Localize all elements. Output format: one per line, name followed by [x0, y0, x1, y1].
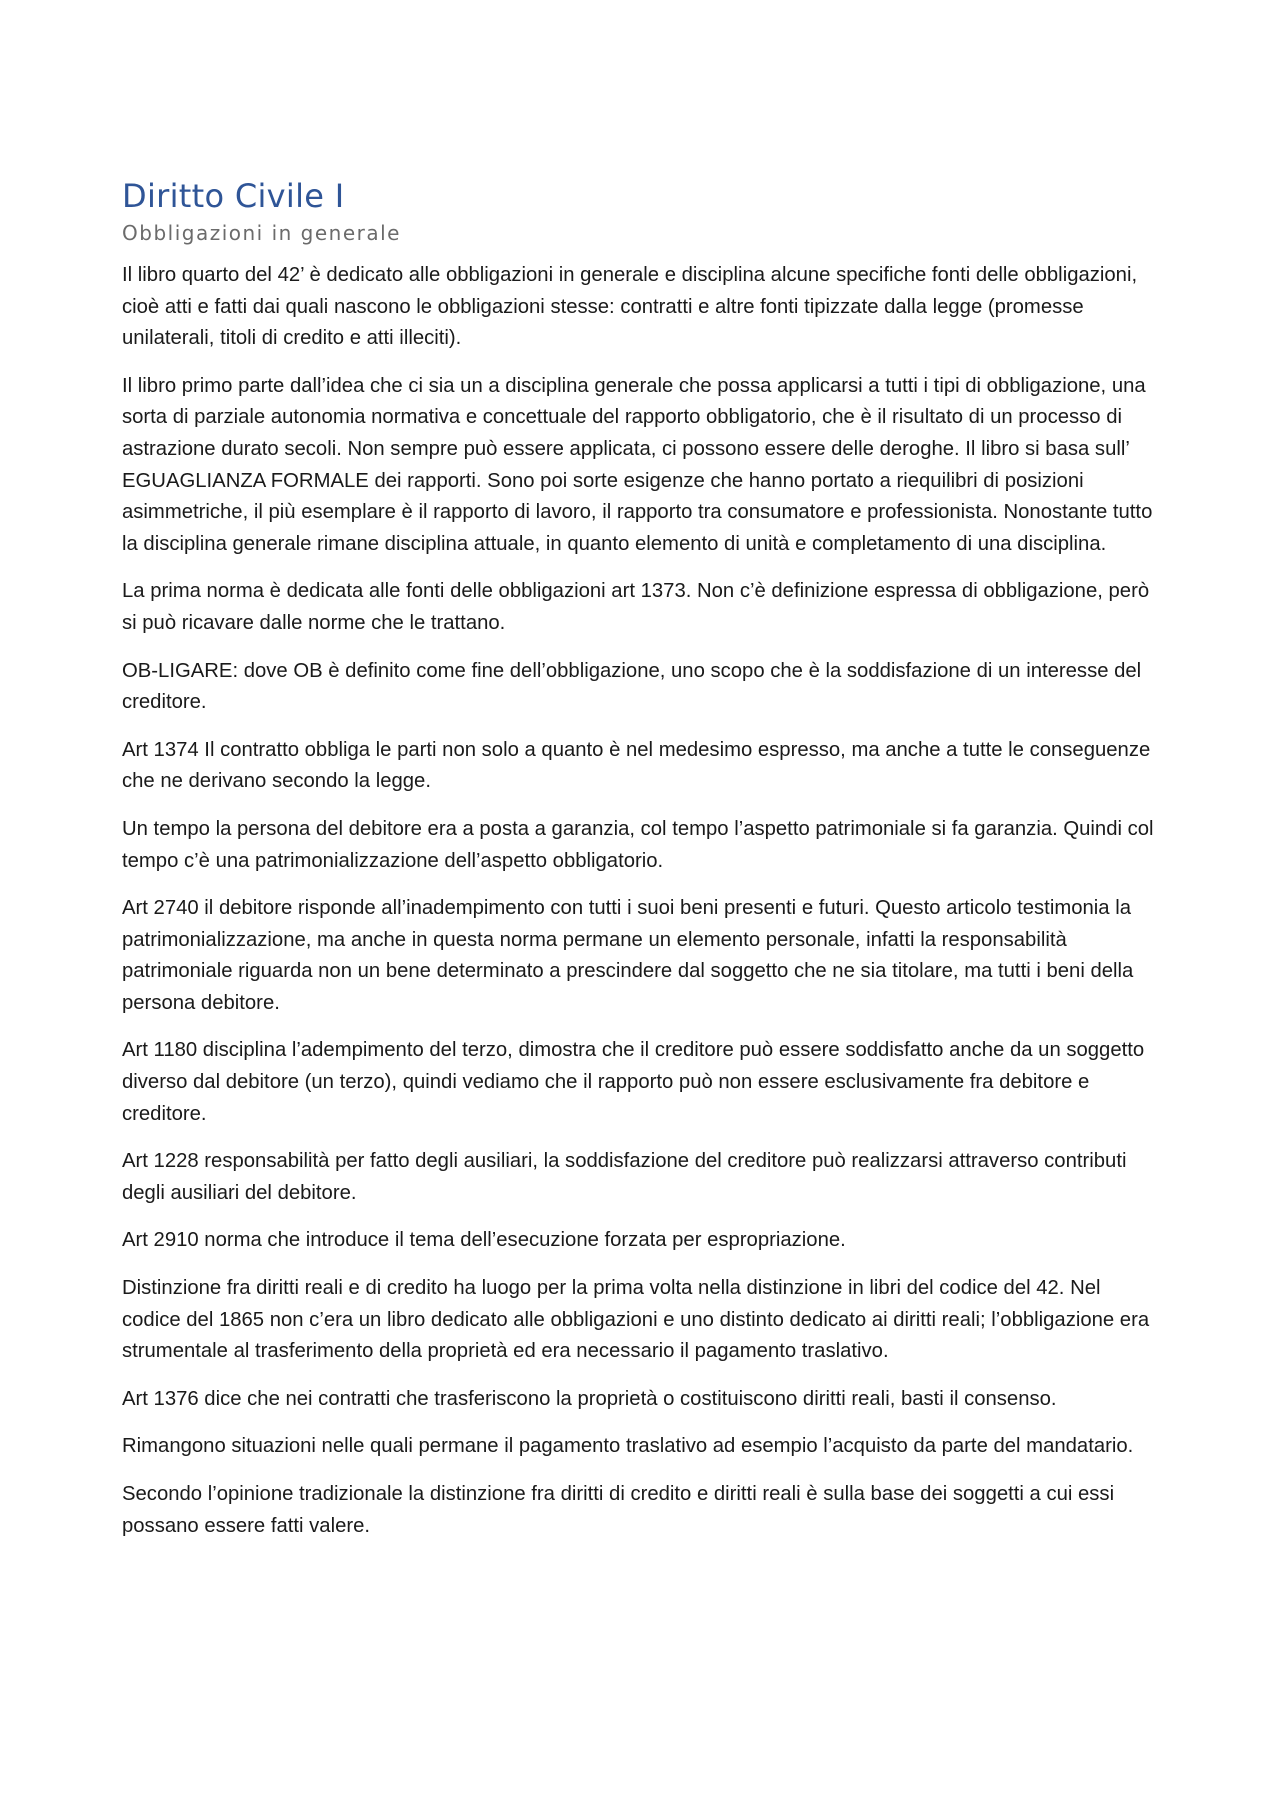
document-body [122, 176, 1162, 1558]
paragraph: Art 1374 Il contratto obbliga le parti non solo a quanto è nel medesimo espresso, ma anche a tutte le conseguenze che ne derivano secondo la legge. [122, 738, 1151, 793]
paragraph: Secondo l’opinione tradizionale la distinzione fra diritti di credito e diritti reali è sulla base dei soggetti a cui essi possano essere fatti valere. [122, 1483, 1115, 1537]
paragraph: Art 1376 dice che nei contratti che trasferiscono la proprietà o costituiscono diritti reali, basti il consenso. [122, 1387, 1057, 1410]
document-subtitle: Obbligazioni in generale [122, 221, 401, 245]
paragraph: Un tempo la persona del debitore era a posta a garanzia, col tempo l’aspetto patrimoniale si fa garanzia. Quindi col tempo c’è una patrimonializzazione dell’aspetto obbligatorio. [122, 817, 1154, 872]
paragraph: Il libro primo parte dall’idea che ci sia un a disciplina generale che possa applicarsi a tutti i tipi di obbligazione, una sorta di parziale autonomia normativa e concettuale del rapporto obbligatorio, che è il risultato di un processo di astrazione durato secoli. Non sempre può essere applicata, ci possono essere delle deroghe. Il libro si basa sull’ EGUAGLIANZA FORMALE dei rapporti. Sono poi sorte esigenze che hanno portato a riequilibri di posizioni asimmetriche, il più esemplare è il rapporto di lavoro, il rapporto tra consumatore e professionista. Nonostante tutto la disciplina generale rimane disciplina attuale, in quanto elemento di unità e completamento di una disciplina. [122, 374, 1153, 555]
paragraph: Il libro quarto del 42’ è dedicato alle obbligazioni in generale e disciplina alcune specifiche fonti delle obbligazioni, cioè atti e fatti dai quali nascono le obbligazioni stesse: contratti e altre fonti tipizzate dalla legge (promesse unilaterali, titoli di credito e atti illeciti). [122, 264, 1138, 350]
paragraph: Distinzione fra diritti reali e di credito ha luogo per la prima volta nella distinzione in libri del codice del 42. Nel codice del 1865 non c’era un libro dedicato alle obbligazioni e uno distinto dedicato ai diritti reali; l’obbligazione era strumentale al trasferimento della proprietà ed era necessario il pagamento traslativo. [122, 1277, 1150, 1363]
document-title: Diritto Civile I [122, 177, 345, 215]
paragraph: Art 1228 responsabilità per fatto degli ausiliari, la soddisfazione del creditore può realizzarsi attraverso contributi degli ausiliari del debitore. [122, 1150, 1127, 1204]
paragraph: Art 2910 norma che introduce il tema dell’esecuzione forzata per espropriazione. [122, 1229, 846, 1252]
paragraph: Art 2740 il debitore risponde all’inadempimento con tutti i suoi beni presenti e futuri. Questo articolo testimonia la patrimonializzazione, ma anche in questa norma permane un elemento personale, infatti la responsabilità patrimoniale riguarda non un bene determinato a prescindere dal soggetto che ne sia titolare, ma tutti i beni della persona debitore. [122, 897, 1134, 1014]
paragraph: OB-LIGARE: dove OB è definito come fine dell’obbligazione, uno scopo che è la soddisfazione di un interesse del creditore. [122, 659, 1142, 714]
paragraph: Art 1180 disciplina l’adempimento del terzo, dimostra che il creditore può essere soddisfatto anche da un soggetto diverso dal debitore (un terzo), quindi vediamo che il rapporto può non essere esclusivamente fra debitore e creditore. [122, 1039, 1145, 1125]
paragraph: Rimangono situazioni nelle quali permane il pagamento traslativo ad esempio l’acquisto da parte del mandatario. [122, 1435, 1134, 1458]
paragraph: La prima norma è dedicata alle fonti delle obbligazioni art 1373. Non c’è definizione espressa di obbligazione, però si può ricavare dalle norme che le trattano. [122, 580, 1150, 634]
